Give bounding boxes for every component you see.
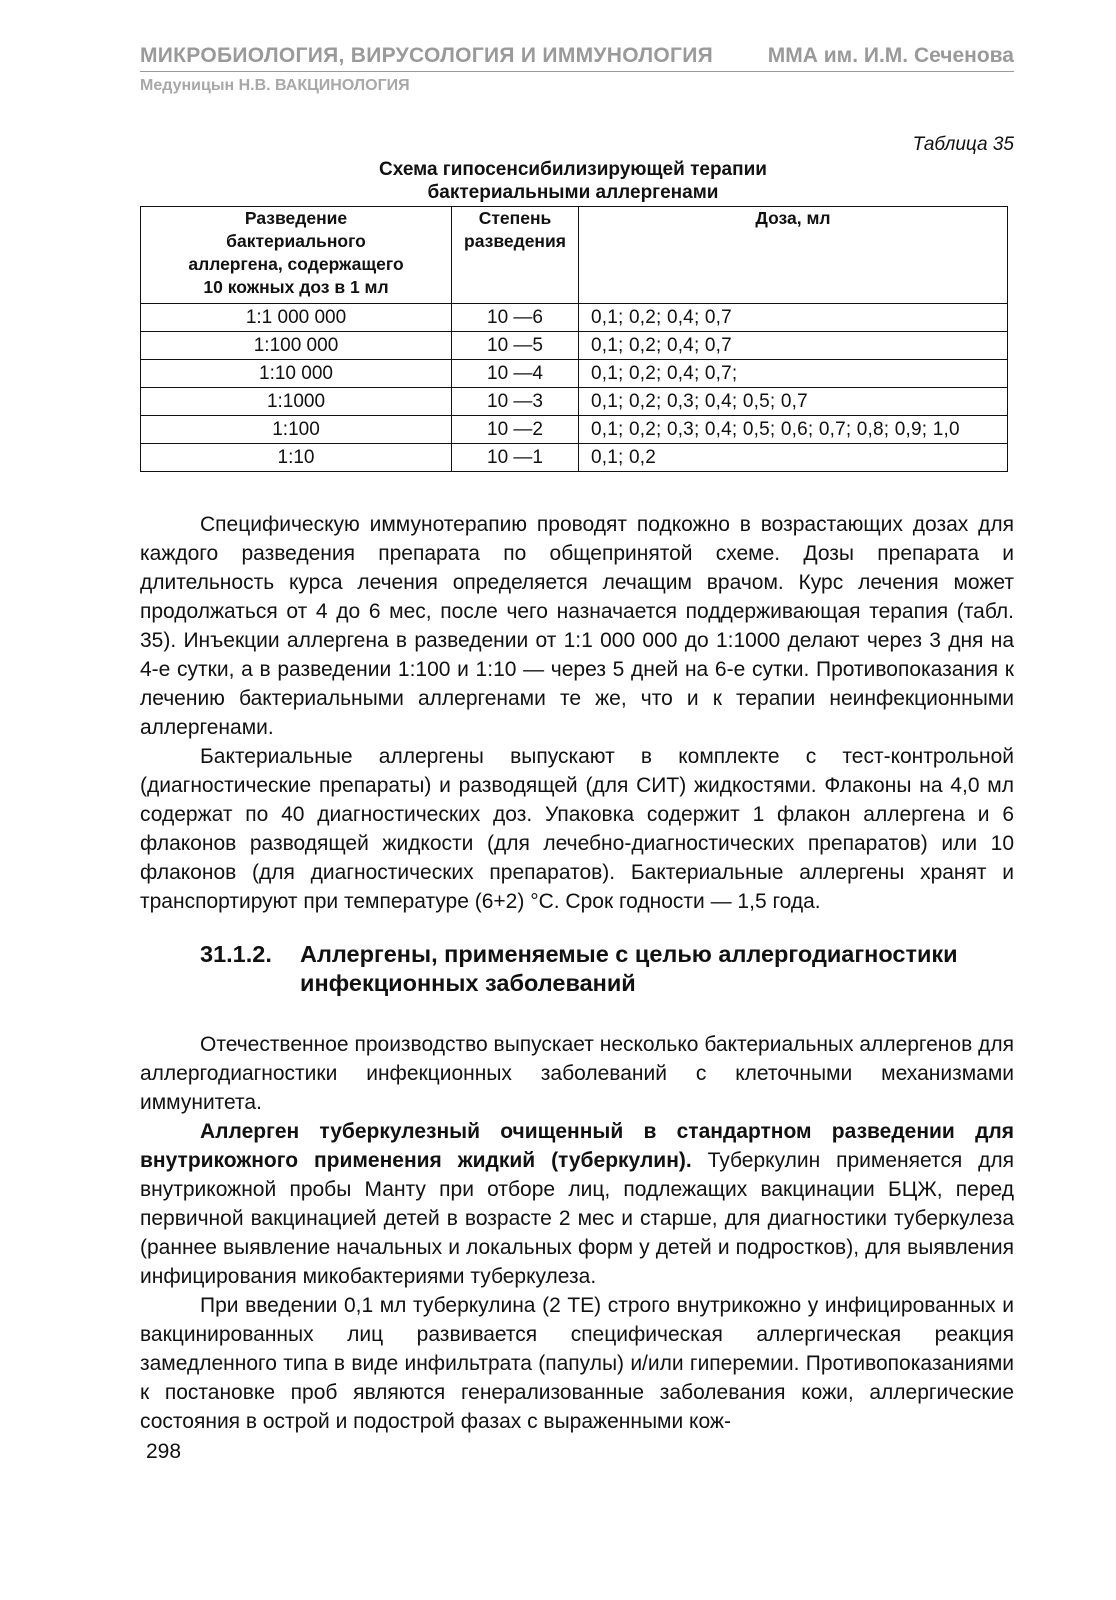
paragraph: При введении 0,1 мл туберкулина (2 ТЕ) строго внутрикожно у инфицированных и вакцинированных лиц развивается специфическая аллергическая реакция замедленного типа в виде инфильтрата (папулы) и/или гиперемии. Противопоказаниями к постановке проб являются генерализованные заболевания кожи, аллергические состояния в острой и подострой фазах с выраженными кож- <box>140 1294 1014 1433</box>
col-header-degree-line: Степень <box>478 208 552 228</box>
table-row <box>141 304 1008 332</box>
cell-dose: 0,1; 0,2; 0,4; 0,7 <box>579 304 1008 332</box>
paragraph <box>140 1117 1014 1291</box>
table-row <box>141 388 1008 416</box>
table-caption: Таблица 35 <box>912 134 1014 155</box>
cell-dose: 0,1; 0,2; 0,3; 0,4; 0,5; 0,6; 0,7; 0,8; 0,9; 1,0 <box>579 416 1008 444</box>
col-header-dilution-line: аллергена, содержащего <box>188 254 404 274</box>
book-page <box>140 40 1014 1463</box>
col-header-dose-line: Доза, мл <box>755 208 831 228</box>
running-header <box>140 40 1014 100</box>
table-title-line-1: Схема гипосенсибилизирующей терапии <box>379 159 767 180</box>
table-row <box>141 360 1008 388</box>
header-institution: ММА им. И.М. Сеченова <box>767 44 1014 67</box>
cell-dilution: 1:100 000 <box>141 332 452 360</box>
col-header-dilution-line: Разведение <box>244 208 348 228</box>
cell-degree: 10 —1 <box>452 444 579 472</box>
cell-degree: 10 —6 <box>452 304 579 332</box>
cell-dose: 0,1; 0,2 <box>579 444 1008 472</box>
cell-dilution: 1:100 <box>141 416 452 444</box>
text-block-therapy <box>140 510 1014 916</box>
cell-dilution: 1:10 <box>141 444 452 472</box>
cell-dilution: 1:10 000 <box>141 360 452 388</box>
header-subject: МИКРОБИОЛОГИЯ, ВИРУСОЛОГИЯ И ИММУНОЛОГИЯ <box>140 44 714 67</box>
cell-degree: 10 —4 <box>452 360 579 388</box>
col-header-dose <box>579 207 1008 304</box>
section-heading <box>200 940 1014 998</box>
header-author-title: Медуницын Н.В. ВАКЦИНОЛОГИЯ <box>140 77 410 94</box>
paragraph-lead-bold: Аллерген туберкулезный очищенный в стандартном разведении для внутрикожного применения жидкий (туберкулин). <box>140 1120 1014 1172</box>
page-number: 298 <box>146 1440 182 1463</box>
table-row <box>141 332 1008 360</box>
table-header-row <box>141 207 1008 304</box>
section-title-line-1: Аллергены, применяемые с целью аллергодиагностики <box>300 941 958 967</box>
paragraph: Специфическую иммунотерапию проводят подкожно в возрастающих дозах для каждого разведения препарата по общепринятой схеме. Дозы препарата и длительность курса лечения определяется лечащим врачом. Курс лечения может продолжаться от 4 до 6 мес, после чего назначается поддерживающая терапия (табл. 35). Инъекции аллергена в разведении от 1:1 000 000 до 1:1000 делают через 3 дня на 4-е сутки, а в разведении 1:100 и 1:10 — через 5 дней на 6-е сутки. Противопоказания к лечению бактериальными аллергенами те же, что и к терапии неинфекционными аллергенами. <box>140 513 1014 739</box>
paragraph-rest: Туберкулин применяется для внутрикожной пробы Манту при отборе лиц, подлежащих вакцинации БЦЖ, перед первичной вакцинацией детей в возрасте 2 мес и старше, для диагностики туберкулеза (раннее выявление начальных и локальных форм у детей и подростков), для выявления инфицирования микобактериями туберкулеза. <box>140 1149 1014 1288</box>
cell-dose: 0,1; 0,2; 0,4; 0,7; <box>579 360 1008 388</box>
cell-dose: 0,1; 0,2; 0,3; 0,4; 0,5; 0,7 <box>579 388 1008 416</box>
cell-dilution: 1:1 000 000 <box>141 304 452 332</box>
cell-degree: 10 —5 <box>452 332 579 360</box>
cell-degree: 10 —3 <box>452 388 579 416</box>
paragraph: Отечественное производство выпускает несколько бактериальных аллергенов для аллергодиагностики инфекционных заболеваний с клеточными механизмами иммунитета. <box>140 1033 1014 1114</box>
cell-dilution: 1:1000 <box>141 388 452 416</box>
table-title-line-2: бактериальными аллергенами <box>427 182 719 203</box>
text-block-diagnostics <box>140 1030 1014 1436</box>
paragraph: Бактериальные аллергены выпускают в комплекте с тест-контрольной (диагностические препараты) и разводящей (для СИТ) жидкостями. Флаконы на 4,0 мл содержат по 40 диагностических доз. Упаковка содержит 1 флакон аллергена и 6 флаконов разводящей жидкости (для лечебно-диагностических препаратов) или 10 флаконов (для диагностических препаратов). Бактериальные аллергены хранят и транспортируют при температуре (6+2) °С. Срок годности — 1,5 года. <box>140 745 1014 913</box>
col-header-dilution-line: 10 кожных доз в 1 мл <box>203 277 389 297</box>
col-header-dilution-line: бактериального <box>226 231 366 251</box>
col-header-degree <box>452 207 579 304</box>
cell-degree: 10 —2 <box>452 416 579 444</box>
header-rule <box>140 71 1014 72</box>
cell-dose: 0,1; 0,2; 0,4; 0,7 <box>579 332 1008 360</box>
therapy-scheme-table <box>140 206 1008 472</box>
table-title <box>140 158 1006 204</box>
table-row <box>141 416 1008 444</box>
col-header-dilution <box>141 207 452 304</box>
section-number: 31.1.2. <box>200 941 272 967</box>
table-row <box>141 444 1008 472</box>
section-title-line-2: инфекционных заболеваний <box>300 970 636 996</box>
col-header-degree-line: разведения <box>464 231 566 251</box>
